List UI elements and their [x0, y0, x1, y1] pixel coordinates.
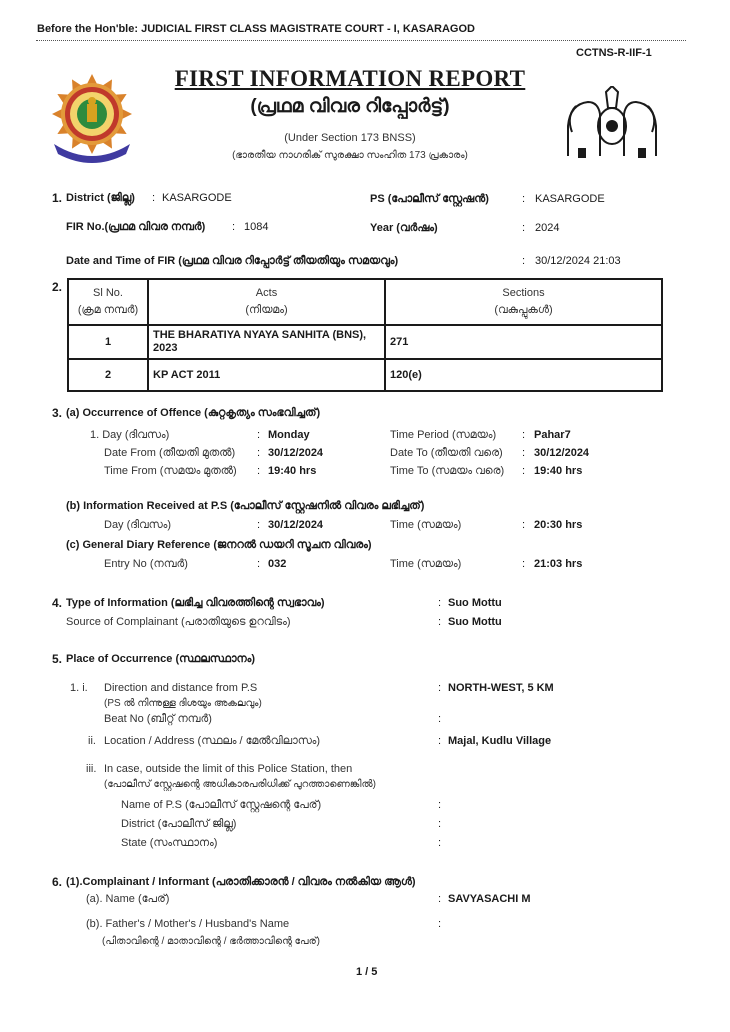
header-acts-label-ml: (നിയമം) [245, 304, 288, 316]
table-row [68, 325, 662, 359]
colon: : [438, 597, 442, 609]
ps-name-label: Name of P.S (പോലീസ് സ്റ്റേഷന്റെ പേര്) [121, 799, 322, 811]
colon: : [438, 799, 442, 811]
fir-label: FIR No.(പ്രഥമ വിവര നമ്പർ) [66, 221, 206, 233]
info-day-value: 30/12/2024 [268, 519, 324, 531]
date-to-value: 30/12/2024 [534, 447, 590, 459]
date-from-value: 30/12/2024 [268, 447, 324, 459]
header-sl-label-ml: (ക്രമ നമ്പർ) [77, 304, 139, 316]
colon: : [257, 558, 261, 570]
header-sl-label: Sl No. [93, 287, 123, 299]
colon: : [438, 713, 442, 725]
row-act: KP ACT 2011 [148, 359, 385, 391]
colon: : [232, 221, 236, 233]
section1-number: 1. [52, 191, 63, 205]
colon: : [522, 519, 526, 531]
time-to-value: 19:40 hrs [534, 465, 583, 477]
page-title: FIRST INFORMATION REPORT [174, 66, 526, 91]
section6-number: 6. [52, 875, 63, 889]
header-sl [68, 279, 148, 325]
outside-limit-label-ml: (പോലീസ് സ്റ്റേഷന്റെ അധികാരപരിധിക്ക് പുറത്താണെങ്കിൽ) [104, 779, 376, 790]
location-value: Majal, Kudlu Village [448, 735, 552, 747]
court-prefix: Before the Hon'ble: [37, 23, 139, 35]
colon: : [152, 192, 156, 204]
entry-label: Entry No (നമ്പർ) [104, 558, 188, 570]
section5-number: 5. [52, 652, 63, 666]
colon: : [522, 447, 526, 459]
father-name-label: (b). Father's / Mother's / Husband's Name [86, 918, 290, 930]
colon: : [257, 447, 261, 459]
entry-time-label: Time (സമയം) [390, 558, 462, 570]
time-from-label: Time From (സമയം മുതൽ) [104, 465, 237, 477]
info-type-value: Suo Mottu [448, 597, 502, 609]
time-to-label: Time To (സമയം വരെ) [390, 465, 505, 477]
section3-number: 3. [52, 406, 63, 420]
colon: : [438, 682, 442, 694]
entry-value: 032 [268, 558, 287, 570]
colon: : [438, 735, 442, 747]
name-value: SAVYASACHI M [448, 893, 531, 905]
year-value: 2024 [535, 222, 560, 234]
beat-label: Beat No (ബീറ്റ് നമ്പർ) [104, 713, 212, 725]
info-type-label: Type of Information (ലഭിച്ച വിവരത്തിന്റെ സ്വഭാവം) [66, 597, 325, 609]
form-code: CCTNS-R-IIF-1 [576, 47, 652, 59]
ps-label: PS (പോലീസ് സ്റ്റേഷൻ) [370, 193, 489, 205]
item-iii-number: iii. [86, 763, 97, 775]
colon: : [522, 222, 526, 234]
court-name: JUDICIAL FIRST CLASS MAGISTRATE COURT - I, KASARAGOD [141, 23, 475, 35]
ps-value: KASARGODE [535, 193, 605, 205]
place-title: Place of Occurrence (സ്ഥലസ്ഥാനം) [66, 653, 256, 665]
fir-datetime-value: 30/12/2024 21:03 [535, 255, 621, 267]
info-time-value: 20:30 hrs [534, 519, 583, 531]
section4-number: 4. [52, 596, 63, 610]
colon: : [257, 519, 261, 531]
colon: : [438, 818, 442, 830]
colon: : [522, 465, 526, 477]
occurrence-title: (a) Occurrence of Offence (കുറ്റകൃത്യം സംഭവിച്ചത്) [66, 407, 321, 419]
page-number: 1 / 5 [356, 966, 378, 978]
year-label: Year (വർഷം) [370, 222, 438, 234]
colon: : [438, 837, 442, 849]
outside-limit-label: In case, outside the limit of this Police Station, then [104, 763, 353, 775]
fir-datetime-label: Date and Time of FIR (പ്രഥമ വിവര റിപ്പോർട്ട് തീയതിയും സമയവും) [66, 255, 399, 267]
colon: : [257, 429, 261, 441]
fir-value: 1084 [244, 221, 269, 233]
colon: : [522, 558, 526, 570]
source-label: Source of Complainant (പരാതിയുടെ ഉറവിടം) [66, 616, 291, 628]
general-diary-title: (c) General Diary Reference (ജനറൽ ഡയറി സൂചന വിവരം) [66, 539, 372, 551]
info-time-label: Time (സമയം) [390, 519, 462, 531]
date-from-label: Date From (തീയതി മുതൽ) [104, 447, 236, 459]
colon: : [257, 465, 261, 477]
under-section-ml: (ഭാരതീയ നാഗരിക് സുരക്ഷാ സംഹിത 173 പ്രകാരം) [232, 150, 468, 161]
direction-label: Direction and distance from P.S [104, 682, 258, 694]
row-sections: 271 [385, 325, 662, 359]
colon: : [438, 616, 442, 628]
district-label: District (ജില്ല) [66, 192, 135, 204]
colon: : [438, 893, 442, 905]
header-sections [385, 279, 662, 325]
day-label: 1. Day (ദിവസം) [90, 429, 170, 441]
header-acts [148, 279, 385, 325]
name-label: (a). Name (പേര്) [86, 893, 170, 905]
item-i-number: 1. i. [70, 682, 88, 694]
court-header [37, 23, 475, 35]
table-header-row [68, 279, 662, 325]
section2-number: 2. [52, 280, 63, 294]
colon: : [522, 429, 526, 441]
header-sections-label: Sections [502, 287, 545, 299]
day-value: Monday [268, 429, 310, 441]
complainant-title: (1).Complainant / Informant (പരാതിക്കാരൻ / വിവരം നൽകിയ ആൾ) [66, 876, 416, 888]
info-day-label: Day (ദിവസം) [104, 519, 172, 531]
colon: : [522, 255, 526, 267]
page-title-ml: (പ്രഥമ വിവര റിപ്പോർട്ട്) [250, 96, 450, 117]
header-acts-label: Acts [255, 287, 278, 299]
item-ii-number: ii. [88, 735, 96, 747]
state-label: State (സംസ്ഥാനം) [121, 837, 218, 849]
location-label: Location / Address (സ്ഥലം / മേൽവിലാസം) [104, 735, 321, 747]
header-divider [36, 40, 686, 41]
source-value: Suo Mottu [448, 616, 502, 628]
acts-table [67, 278, 663, 392]
row-act: THE BHARATIYA NYAYA SANHITA (BNS), 2023 [148, 325, 385, 359]
direction-value: NORTH-WEST, 5 KM [448, 682, 554, 694]
row-sections: 120(e) [385, 359, 662, 391]
under-section: (Under Section 173 BNSS) [284, 132, 416, 144]
father-name-label-ml: (പിതാവിന്റെ / മാതാവിന്റെ / ഭർത്താവിന്റെ പേര്) [102, 936, 320, 947]
time-period-label: Time Period (സമയം) [390, 429, 497, 441]
colon: : [438, 918, 442, 930]
time-from-value: 19:40 hrs [268, 465, 317, 477]
district-value: KASARGODE [162, 192, 232, 204]
row-sl: 2 [68, 359, 148, 391]
outside-district-label: District (പോലീസ് ജില്ല) [121, 818, 237, 830]
date-to-label: Date To (തീയതി വരെ) [390, 447, 503, 459]
row-sl: 1 [68, 325, 148, 359]
colon: : [522, 193, 526, 205]
header-sections-label-ml: (വകുപ്പുകൾ) [494, 304, 553, 316]
entry-time-value: 21:03 hrs [534, 558, 583, 570]
table-row [68, 359, 662, 391]
direction-label-ml: (PS ൽ നിന്നുള്ള ദിശയും അകലവും) [104, 698, 262, 709]
info-received-title: (b) Information Received at P.S (പോലീസ് സ്റ്റേഷനിൽ വിവരം ലഭിച്ചത്) [66, 500, 425, 512]
time-period-value: Pahar7 [534, 429, 571, 441]
